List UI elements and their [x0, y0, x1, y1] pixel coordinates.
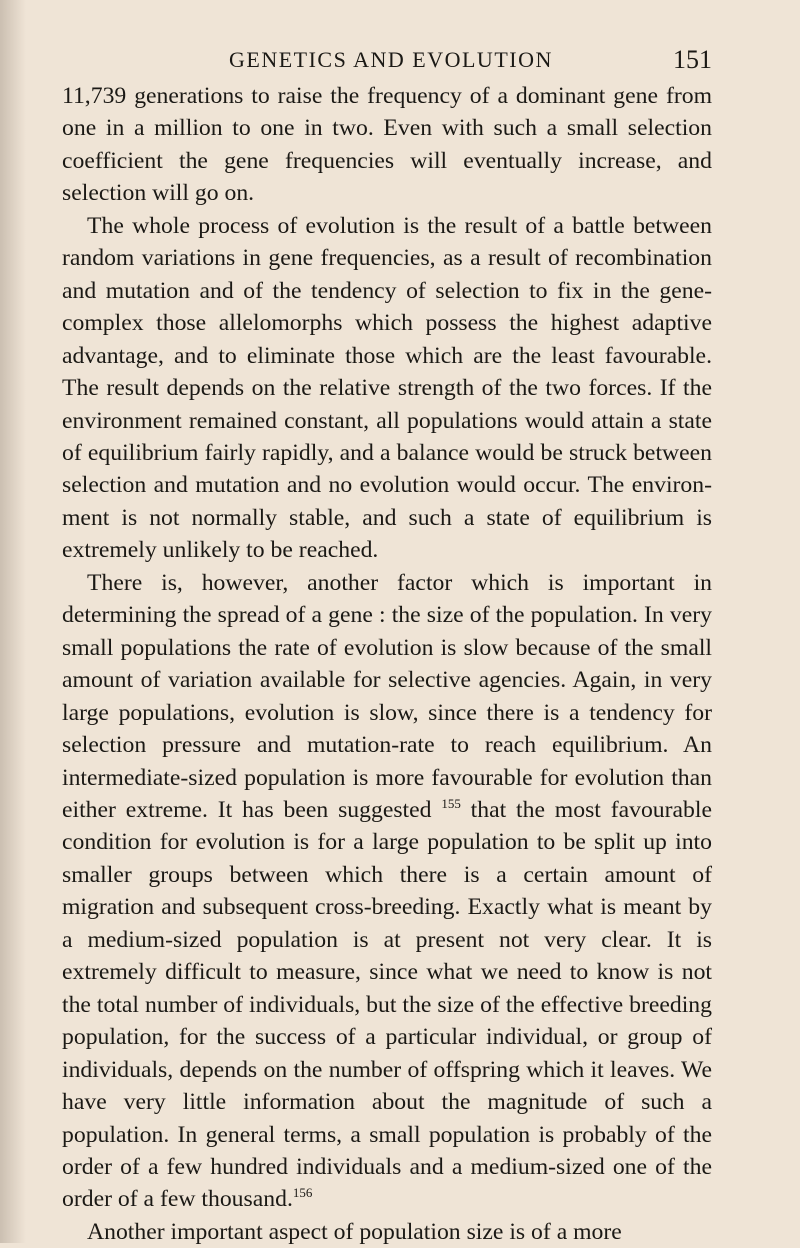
page-number: 151: [673, 45, 712, 74]
paragraph: [62, 1216, 712, 1248]
paragraph: [62, 210, 712, 567]
paragraph-text: that the most favourable condition for evolution is for a large population to be split up into smaller groups between which there is a certain amount of migration and subsequent cross-breeding. Exactly what is meant by a medium-sized population is at present not very clear. It is extremely difficult to measure, since what we need to know is not the total number of individuals, but the size of the effective breeding population, for the success of a particular individual, or group of individuals, depends on the number of offspring which it leaves. We have very little information about the magnitude of such a population. In general terms, a small population is probably of the order of a few hundred individuals and a medium-sized one of the order of a few thousand.: [62, 796, 712, 1213]
running-head: [62, 40, 712, 80]
body-text: [62, 80, 712, 1248]
running-title: GENETICS AND EVOLUTION: [229, 47, 553, 72]
footnote-ref: 156: [292, 1185, 313, 1201]
footnote-ref: 155: [441, 795, 461, 811]
paragraph-text: Another important aspect of population size is of a more: [87, 1218, 622, 1245]
paragraph-text: 11,739 generations to raise the frequency of a dominant gene from one in a million to one in two. Even with such a small selection coefficient the gene frequencies will eventually increase, and selection will go on.: [62, 83, 712, 207]
paragraph-text: There is, however, another factor which is important in determining the spread of a gene : the size of the population. In very small populations the rate of evolution is slow because of the small amount of variation available for selective agencies. Again, in very large populations, evolution is slow, since there is a tendency for selection pressure and mutation-rate to reach equilibrium. An intermediate-sized population is more favourable for evolution than either extreme. It has been suggested: [62, 569, 712, 823]
page-edge-shadow: [0, 0, 26, 1243]
paragraph-text: The whole process of evolution is the result of a battle between random variations in gene frequencies, as a result of recombination and mutation and of the tendency of selection to fix in the gene-complex those allelomorphs which possess the highest adaptive advantage, and to eliminate those which are the least favourable. The result depends on the relative strength of the two forces. If the environment remained constant, all populations would attain a state of equilibrium fairly rapidly, and a balance would be struck between selection and mutation and no evolution would occur. The environ-ment is not normally stable, and such a state of equilibrium is extremely unlikely to be reached.: [62, 212, 712, 564]
paragraph: [62, 567, 712, 1216]
paragraph: [62, 80, 712, 210]
